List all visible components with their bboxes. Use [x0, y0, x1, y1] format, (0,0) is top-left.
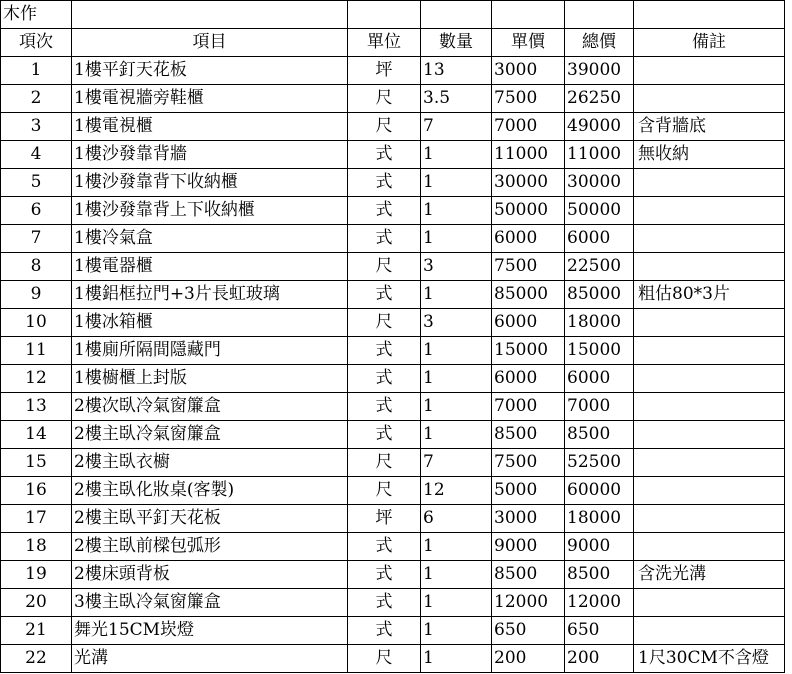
cell-note[interactable]: [634, 253, 785, 281]
cell-item[interactable]: 2樓主臥衣櫥: [72, 449, 348, 477]
cell-total[interactable]: 18000: [565, 505, 634, 533]
cell-unit[interactable]: 式: [348, 365, 421, 393]
cell-total[interactable]: 52500: [565, 449, 634, 477]
cell-note[interactable]: [634, 365, 785, 393]
cell-unit[interactable]: 式: [348, 281, 421, 309]
cell-no[interactable]: 11: [1, 337, 72, 365]
cell-note[interactable]: 含洗光溝: [634, 561, 785, 589]
cell-price[interactable]: 8500: [492, 421, 565, 449]
cell-item[interactable]: 1樓平釘天花板: [72, 57, 348, 85]
cell-no[interactable]: 13: [1, 393, 72, 421]
cell-qty[interactable]: 12: [421, 477, 492, 505]
empty-cell[interactable]: [634, 1, 785, 29]
cell-total[interactable]: 85000: [565, 281, 634, 309]
cell-note[interactable]: [634, 449, 785, 477]
cell-no[interactable]: 15: [1, 449, 72, 477]
cell-price[interactable]: 9000: [492, 533, 565, 561]
cell-qty[interactable]: 1: [421, 141, 492, 169]
cell-note[interactable]: [634, 477, 785, 505]
section-title-row: [1, 1, 785, 29]
cell-item[interactable]: 1樓沙發靠背下收納櫃: [72, 169, 348, 197]
cell-note[interactable]: [634, 197, 785, 225]
cell-qty[interactable]: 1: [421, 281, 492, 309]
cell-unit[interactable]: 式: [348, 533, 421, 561]
table-row: [1, 561, 785, 589]
empty-cell[interactable]: [492, 1, 565, 29]
table-row: [1, 337, 785, 365]
cell-no[interactable]: 7: [1, 225, 72, 253]
cell-total[interactable]: 6000: [565, 225, 634, 253]
cell-no[interactable]: 20: [1, 589, 72, 617]
cell-note[interactable]: 含背牆底: [634, 113, 785, 141]
cell-total[interactable]: 9000: [565, 533, 634, 561]
header-unit[interactable]: 單位: [348, 29, 421, 57]
cell-item[interactable]: 1樓鋁框拉門+3片長虹玻璃: [72, 281, 348, 309]
cell-no[interactable]: 1: [1, 57, 72, 85]
cell-price[interactable]: 650: [492, 617, 565, 645]
cell-unit[interactable]: 式: [348, 197, 421, 225]
cell-qty[interactable]: 3: [421, 309, 492, 337]
cell-no[interactable]: 2: [1, 85, 72, 113]
table-row: [1, 57, 785, 85]
table-row: [1, 225, 785, 253]
cell-price[interactable]: 11000: [492, 141, 565, 169]
cell-price[interactable]: 12000: [492, 589, 565, 617]
cell-qty[interactable]: 1: [421, 365, 492, 393]
cell-price[interactable]: 50000: [492, 197, 565, 225]
cell-price[interactable]: 3000: [492, 505, 565, 533]
empty-cell[interactable]: [72, 1, 348, 29]
cell-price[interactable]: 7000: [492, 113, 565, 141]
cell-unit[interactable]: 尺: [348, 85, 421, 113]
cell-total[interactable]: 49000: [565, 113, 634, 141]
cell-unit[interactable]: 尺: [348, 253, 421, 281]
cell-item[interactable]: 1樓電視牆旁鞋櫃: [72, 85, 348, 113]
cell-no[interactable]: 14: [1, 421, 72, 449]
table-row: [1, 617, 785, 645]
cell-item[interactable]: 2樓主臥平釘天花板: [72, 505, 348, 533]
cell-note[interactable]: [634, 85, 785, 113]
table-row: [1, 533, 785, 561]
table-row: [1, 449, 785, 477]
cell-qty[interactable]: 1: [421, 169, 492, 197]
cell-no[interactable]: 21: [1, 617, 72, 645]
cell-unit[interactable]: 式: [348, 421, 421, 449]
table-row: [1, 505, 785, 533]
cell-total[interactable]: 15000: [565, 337, 634, 365]
cell-no[interactable]: 5: [1, 169, 72, 197]
cell-item[interactable]: 1樓沙發靠背上下收納櫃: [72, 197, 348, 225]
empty-cell[interactable]: [348, 1, 421, 29]
cell-unit[interactable]: 式: [348, 169, 421, 197]
cell-qty[interactable]: 1: [421, 393, 492, 421]
cell-note[interactable]: 無收納: [634, 141, 785, 169]
cell-unit[interactable]: 式: [348, 617, 421, 645]
cell-qty[interactable]: 7: [421, 449, 492, 477]
cell-total[interactable]: 39000: [565, 57, 634, 85]
cell-price[interactable]: 7500: [492, 449, 565, 477]
cell-no[interactable]: 16: [1, 477, 72, 505]
cell-item[interactable]: 3樓主臥冷氣窗簾盒: [72, 589, 348, 617]
cell-note[interactable]: [634, 337, 785, 365]
cell-qty[interactable]: 1: [421, 421, 492, 449]
cell-item[interactable]: 2樓次臥冷氣窗簾盒: [72, 393, 348, 421]
cell-note[interactable]: [634, 533, 785, 561]
cell-item[interactable]: 1樓櫥櫃上封版: [72, 365, 348, 393]
table-row: [1, 645, 785, 673]
cell-item[interactable]: 2樓主臥前樑包弧形: [72, 533, 348, 561]
cell-price[interactable]: 3000: [492, 57, 565, 85]
cell-note[interactable]: [634, 309, 785, 337]
cell-price[interactable]: 7500: [492, 253, 565, 281]
cell-qty[interactable]: 1: [421, 225, 492, 253]
cell-total[interactable]: 6000: [565, 365, 634, 393]
cell-unit[interactable]: 尺: [348, 309, 421, 337]
cell-qty[interactable]: 3.5: [421, 85, 492, 113]
cell-item[interactable]: 光溝: [72, 645, 348, 673]
cell-no[interactable]: 9: [1, 281, 72, 309]
cell-qty[interactable]: 1: [421, 617, 492, 645]
cell-total[interactable]: 22500: [565, 253, 634, 281]
cell-item[interactable]: 1樓電視櫃: [72, 113, 348, 141]
cell-total[interactable]: 8500: [565, 561, 634, 589]
cell-note[interactable]: [634, 589, 785, 617]
cell-item[interactable]: 1樓電器櫃: [72, 253, 348, 281]
cell-qty[interactable]: 1: [421, 533, 492, 561]
cell-note[interactable]: [634, 393, 785, 421]
cell-total[interactable]: 11000: [565, 141, 634, 169]
cell-qty[interactable]: 1: [421, 337, 492, 365]
cell-unit[interactable]: 尺: [348, 477, 421, 505]
cell-no[interactable]: 12: [1, 365, 72, 393]
cell-price[interactable]: 85000: [492, 281, 565, 309]
cell-note[interactable]: [634, 421, 785, 449]
cell-total[interactable]: 50000: [565, 197, 634, 225]
cell-qty[interactable]: 1: [421, 645, 492, 673]
header-row: [1, 29, 785, 57]
table-row: [1, 393, 785, 421]
header-qty[interactable]: 數量: [421, 29, 492, 57]
cell-total[interactable]: 26250: [565, 85, 634, 113]
cell-price[interactable]: 6000: [492, 225, 565, 253]
header-note[interactable]: 備註: [634, 29, 785, 57]
cell-price[interactable]: 5000: [492, 477, 565, 505]
table-row: [1, 309, 785, 337]
cell-unit[interactable]: 式: [348, 225, 421, 253]
cell-qty[interactable]: 1: [421, 589, 492, 617]
cell-price[interactable]: 8500: [492, 561, 565, 589]
cell-price[interactable]: 15000: [492, 337, 565, 365]
table-row: [1, 85, 785, 113]
cell-item[interactable]: 舞光15CM崁燈: [72, 617, 348, 645]
cell-item[interactable]: 1樓冰箱櫃: [72, 309, 348, 337]
cell-note[interactable]: 1尺30CM不含燈: [634, 645, 785, 673]
cell-no[interactable]: 8: [1, 253, 72, 281]
cell-no[interactable]: 19: [1, 561, 72, 589]
table-row: [1, 477, 785, 505]
section-title[interactable]: 木作: [1, 1, 72, 29]
cell-unit[interactable]: 尺: [348, 113, 421, 141]
cell-unit[interactable]: 式: [348, 337, 421, 365]
table-row: [1, 421, 785, 449]
cell-price[interactable]: 200: [492, 645, 565, 673]
cell-no[interactable]: 18: [1, 533, 72, 561]
table-row: [1, 365, 785, 393]
cell-qty[interactable]: 6: [421, 505, 492, 533]
empty-cell[interactable]: [565, 1, 634, 29]
cell-no[interactable]: 22: [1, 645, 72, 673]
header-total[interactable]: 總價: [565, 29, 634, 57]
cell-qty[interactable]: 1: [421, 561, 492, 589]
cell-price[interactable]: 7000: [492, 393, 565, 421]
cell-total[interactable]: 18000: [565, 309, 634, 337]
cell-price[interactable]: 6000: [492, 309, 565, 337]
header-item[interactable]: 項目: [72, 29, 348, 57]
cell-item[interactable]: 1樓廁所隔間隱藏門: [72, 337, 348, 365]
cell-qty[interactable]: 3: [421, 253, 492, 281]
cell-note[interactable]: [634, 169, 785, 197]
cell-item[interactable]: 2樓主臥化妝桌(客製): [72, 477, 348, 505]
table-row: [1, 253, 785, 281]
cell-total[interactable]: 650: [565, 617, 634, 645]
cell-price[interactable]: 30000: [492, 169, 565, 197]
cell-no[interactable]: 10: [1, 309, 72, 337]
cell-note[interactable]: [634, 505, 785, 533]
table-row: [1, 141, 785, 169]
cell-item[interactable]: 1樓冷氣盒: [72, 225, 348, 253]
cell-total[interactable]: 60000: [565, 477, 634, 505]
table-row: [1, 589, 785, 617]
cell-unit[interactable]: 坪: [348, 57, 421, 85]
cell-note[interactable]: [634, 617, 785, 645]
cell-no[interactable]: 3: [1, 113, 72, 141]
table-row: [1, 197, 785, 225]
cell-no[interactable]: 17: [1, 505, 72, 533]
cell-unit[interactable]: 坪: [348, 505, 421, 533]
cell-total[interactable]: 30000: [565, 169, 634, 197]
cell-total[interactable]: 12000: [565, 589, 634, 617]
cell-no[interactable]: 4: [1, 141, 72, 169]
header-no[interactable]: 項次: [1, 29, 72, 57]
cell-total[interactable]: 8500: [565, 421, 634, 449]
cell-total[interactable]: 200: [565, 645, 634, 673]
table-row: [1, 113, 785, 141]
cell-qty[interactable]: 7: [421, 113, 492, 141]
cell-item[interactable]: 1樓沙發靠背牆: [72, 141, 348, 169]
cell-price[interactable]: 7500: [492, 85, 565, 113]
cell-unit[interactable]: 式: [348, 141, 421, 169]
table-row: [1, 281, 785, 309]
cell-total[interactable]: 7000: [565, 393, 634, 421]
cell-no[interactable]: 6: [1, 197, 72, 225]
cell-note[interactable]: [634, 57, 785, 85]
cell-note[interactable]: [634, 225, 785, 253]
cell-unit[interactable]: 式: [348, 589, 421, 617]
cell-unit[interactable]: 尺: [348, 645, 421, 673]
cell-unit[interactable]: 尺: [348, 449, 421, 477]
cell-note[interactable]: 粗估80*3片: [634, 281, 785, 309]
table-row: [1, 169, 785, 197]
empty-cell[interactable]: [421, 1, 492, 29]
cell-qty[interactable]: 1: [421, 197, 492, 225]
cell-item[interactable]: 2樓主臥冷氣窗簾盒: [72, 421, 348, 449]
cell-price[interactable]: 6000: [492, 365, 565, 393]
cell-unit[interactable]: 式: [348, 393, 421, 421]
cell-qty[interactable]: 13: [421, 57, 492, 85]
table-body: [1, 57, 785, 673]
header-price[interactable]: 單價: [492, 29, 565, 57]
cell-item[interactable]: 2樓床頭背板: [72, 561, 348, 589]
cell-unit[interactable]: 式: [348, 561, 421, 589]
